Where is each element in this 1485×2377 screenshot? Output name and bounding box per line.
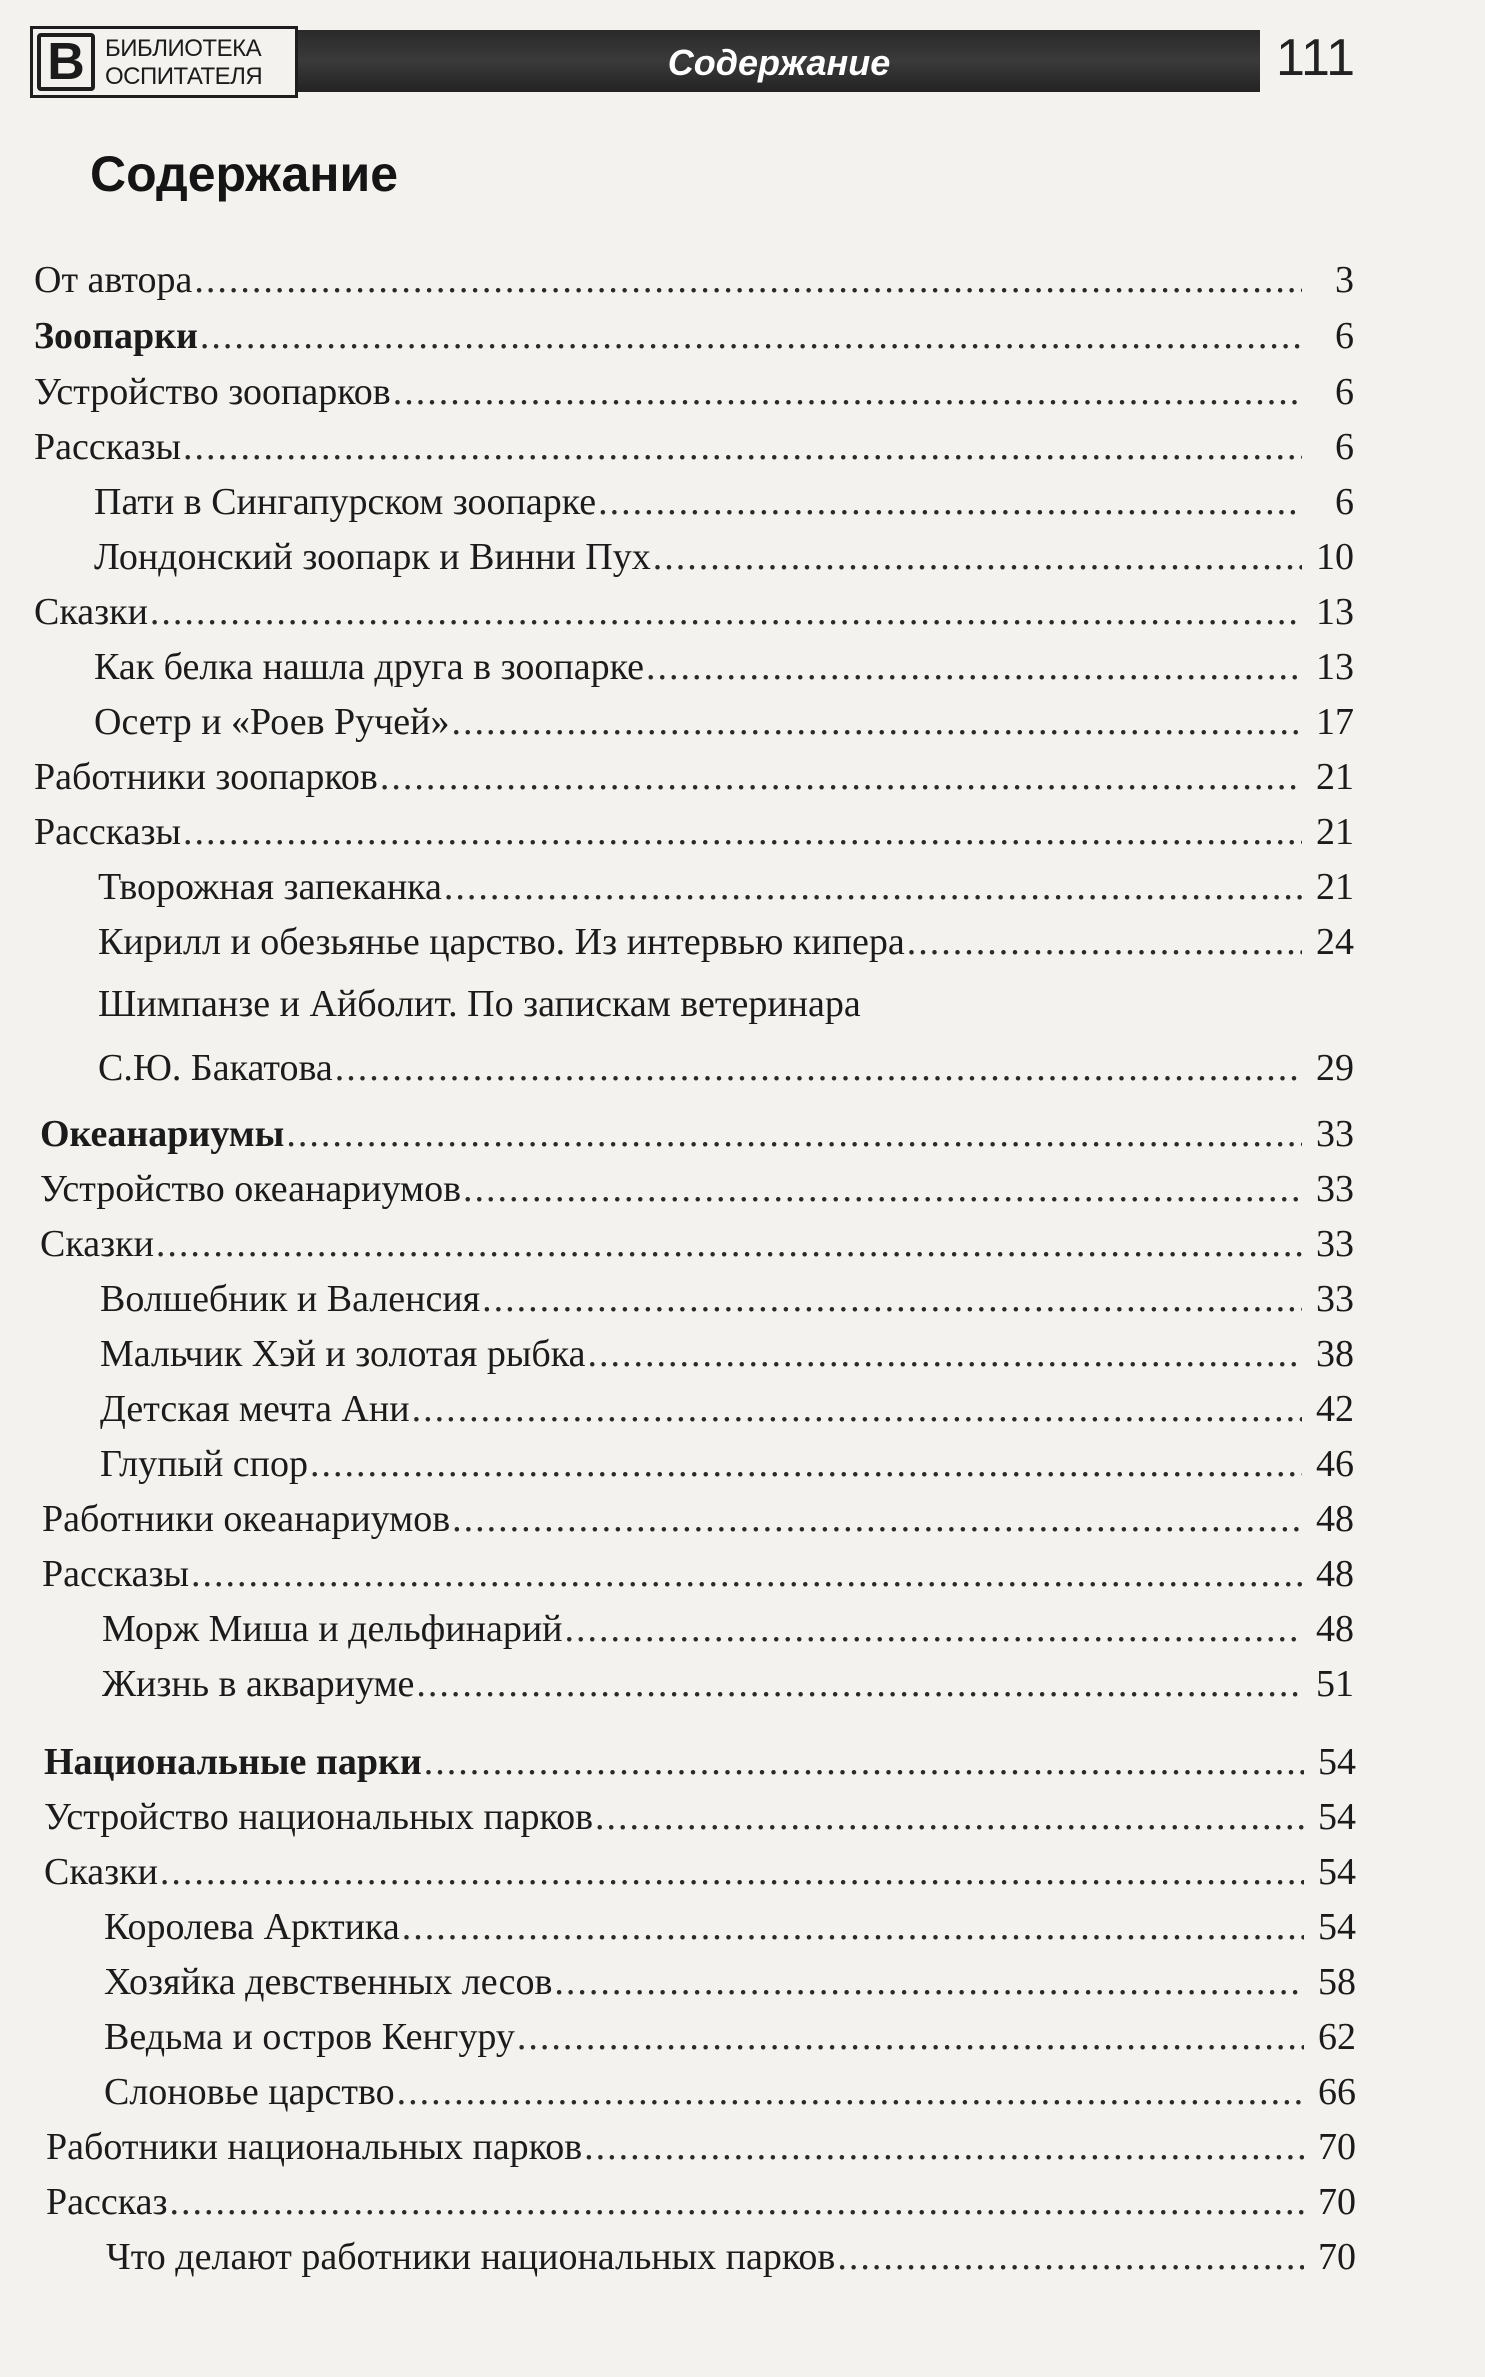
dot-leader [565,1607,1302,1651]
toc-page: 17 [1316,701,1354,743]
dot-leader [452,1497,1302,1541]
toc-page: 6 [1335,481,1354,523]
toc-subentry[interactable] [94,645,1354,693]
toc-title: Национальные парки [44,1741,422,1783]
toc-entry[interactable] [34,370,1354,418]
toc-entry[interactable] [44,1850,1356,1898]
toc-title: Волшебник и Валенсия [100,1278,481,1320]
toc-title: Пати в Сингапурском зоопарке [94,481,597,523]
dot-leader [380,755,1302,799]
running-header [30,26,1360,106]
toc-subentry[interactable] [102,1607,1354,1655]
toc-title: Слоновье царство [104,2071,395,2113]
dot-leader [584,2125,1304,2169]
toc-title: Работники национальных парков [46,2126,583,2168]
dot-leader [200,314,1302,358]
toc-entry[interactable] [34,810,1354,858]
toc-page: 33 [1316,1113,1354,1155]
logo-letter: В [37,33,95,91]
toc-subentry[interactable] [102,1662,1354,1710]
toc-subentry[interactable] [100,1332,1354,1380]
logo-text [105,35,262,91]
header-band [298,30,1260,92]
toc-entry[interactable] [40,1167,1354,1215]
toc-title: Рассказы [42,1553,190,1595]
logo-line-2: ОСПИТАТЕЛЯ [105,63,263,90]
toc-subentry[interactable] [98,865,1354,913]
toc-page: 13 [1316,591,1354,633]
toc-page: 24 [1316,921,1354,963]
toc-subentry[interactable] [98,1046,1354,1094]
toc-page: 70 [1318,2126,1356,2168]
toc-title: Что делают работники национальных парков [106,2236,836,2278]
dot-leader [907,920,1302,964]
toc-section[interactable] [34,314,1354,362]
dot-leader [310,1442,1302,1486]
toc-subentry[interactable] [100,1442,1354,1490]
toc-title: Детская мечта Ани [100,1388,410,1430]
dot-leader [402,1905,1304,1949]
toc-title: От автора [34,259,193,301]
toc-title: Шимпанзе и Айболит. По запискам ветеринара [98,983,861,1025]
dot-leader [286,1112,1302,1156]
toc-page: 33 [1316,1168,1354,1210]
toc-title: Жизнь в аквариуме [102,1663,415,1705]
dot-leader [646,645,1302,689]
dot-leader [150,590,1302,634]
toc-page: 70 [1318,2181,1356,2223]
dot-leader [554,1960,1304,2004]
toc-title: Как белка нашла друга в зоопарке [94,646,644,688]
toc-title: Кирилл и обезьянье царство. Из интервью кипера [98,921,905,963]
toc-title: Сказки [34,591,148,633]
toc-entry[interactable] [34,755,1354,803]
toc-page: 33 [1316,1223,1354,1265]
toc-title: Хозяйка девственных лесов [104,1961,553,2003]
toc-subentry[interactable] [106,2235,1356,2283]
toc-subentry[interactable] [104,2015,1356,2063]
toc-subentry[interactable] [100,1387,1354,1435]
toc-page: 3 [1335,259,1354,301]
toc-entry[interactable] [42,1497,1354,1545]
toc-title: С.Ю. Бакатова [98,1047,333,1089]
dot-leader [588,1332,1302,1376]
dot-leader [482,1277,1302,1321]
toc-entry[interactable] [46,2125,1356,2173]
toc-title: Лондонский зоопарк и Винни Пух [94,536,651,578]
toc-page: 54 [1318,1851,1356,1893]
toc-subentry[interactable] [104,1960,1356,2008]
toc-subentry[interactable] [104,2070,1356,2118]
toc-page: 42 [1316,1388,1354,1430]
toc-title: Мальчик Хэй и золотая рыбка [100,1333,586,1375]
toc-page: 29 [1316,1047,1354,1089]
toc-title: Сказки [40,1223,154,1265]
toc-page: 70 [1318,2236,1356,2278]
toc-title: Рассказы [34,426,182,468]
toc-page: 66 [1318,2071,1356,2113]
toc-section[interactable] [40,1112,1354,1160]
dot-leader [335,1046,1302,1090]
dot-leader [183,810,1302,854]
logo-line-1: БИБЛИОТЕКА [105,35,262,62]
dot-leader [463,1167,1302,1211]
toc-subentry[interactable] [98,982,1354,1030]
toc-page: 13 [1316,646,1354,688]
toc-page: 6 [1335,426,1354,468]
toc-title: Устройство океанариумов [40,1168,462,1210]
dot-leader [191,1552,1302,1596]
toc-title: Осетр и «Роев Ручей» [94,701,450,743]
toc-subentry[interactable] [94,480,1354,528]
toc-page: 38 [1316,1333,1354,1375]
page-number: 111 [1276,29,1356,87]
toc-title: Зоопарки [34,315,198,357]
toc-entry[interactable] [44,1795,1356,1843]
toc-page: 48 [1316,1498,1354,1540]
toc-page: 54 [1318,1796,1356,1838]
dot-leader [393,370,1302,414]
toc-title: Рассказ [46,2181,168,2223]
toc-page: 21 [1316,866,1354,908]
toc-page: 46 [1316,1443,1354,1485]
toc-page: 51 [1316,1663,1354,1705]
dot-leader [412,1387,1302,1431]
toc-title: Творожная запеканка [98,866,442,908]
dot-leader [451,700,1302,744]
dot-leader [837,2235,1304,2279]
toc-page: 54 [1318,1741,1356,1783]
dot-leader [170,2180,1305,2224]
toc-title: Устройство национальных парков [44,1796,594,1838]
toc-page: 48 [1316,1608,1354,1650]
toc-title: Ведьма и остров Кенгуру [104,2016,515,2058]
dot-leader [595,1795,1304,1839]
toc-subentry[interactable] [94,700,1354,748]
series-logo [30,26,298,98]
toc-title: Королева Арктика [104,1906,400,1948]
toc-subentry[interactable] [100,1277,1354,1325]
toc-title: Работники зоопарков [34,756,378,798]
toc-subentry[interactable] [98,920,1354,968]
toc-page: 6 [1335,371,1354,413]
toc-title: Сказки [44,1851,158,1893]
toc-title: Рассказы [34,811,182,853]
toc-section[interactable] [44,1740,1356,1788]
dot-leader [653,535,1302,579]
toc-entry[interactable] [34,258,1354,306]
toc-page: 10 [1316,536,1354,578]
toc-title: Устройство зоопарков [34,371,391,413]
toc-page: 21 [1316,756,1354,798]
toc-page: 54 [1318,1906,1356,1948]
dot-leader [416,1662,1302,1706]
toc-page: 58 [1318,1961,1356,2003]
toc-title: Океанариумы [40,1113,285,1155]
dot-leader [424,1740,1304,1784]
toc-page: 48 [1316,1553,1354,1595]
toc-page: 33 [1316,1278,1354,1320]
toc-entry[interactable] [34,590,1354,638]
toc-title: Морж Миша и дельфинарий [102,1608,563,1650]
toc-subentry[interactable] [94,535,1354,583]
page-title: Содержание [90,146,399,202]
toc-entry[interactable] [46,2180,1356,2228]
toc-title: Работники океанариумов [42,1498,451,1540]
toc-page: 62 [1318,2016,1356,2058]
toc-page: 21 [1316,811,1354,853]
header-title: Содержание [667,42,891,83]
dot-leader [397,2070,1304,2114]
dot-leader [517,2015,1304,2059]
dot-leader [183,425,1302,469]
toc-subentry[interactable] [104,1905,1356,1953]
toc-entry[interactable] [40,1222,1354,1270]
toc-entry[interactable] [42,1552,1354,1600]
dot-leader [598,480,1302,524]
toc-entry[interactable] [34,425,1354,473]
dot-leader [160,1850,1304,1894]
dot-leader [444,865,1302,909]
dot-leader [194,258,1302,302]
toc-page: 6 [1335,315,1354,357]
dot-leader [156,1222,1302,1266]
toc-title: Глупый спор [100,1443,308,1485]
